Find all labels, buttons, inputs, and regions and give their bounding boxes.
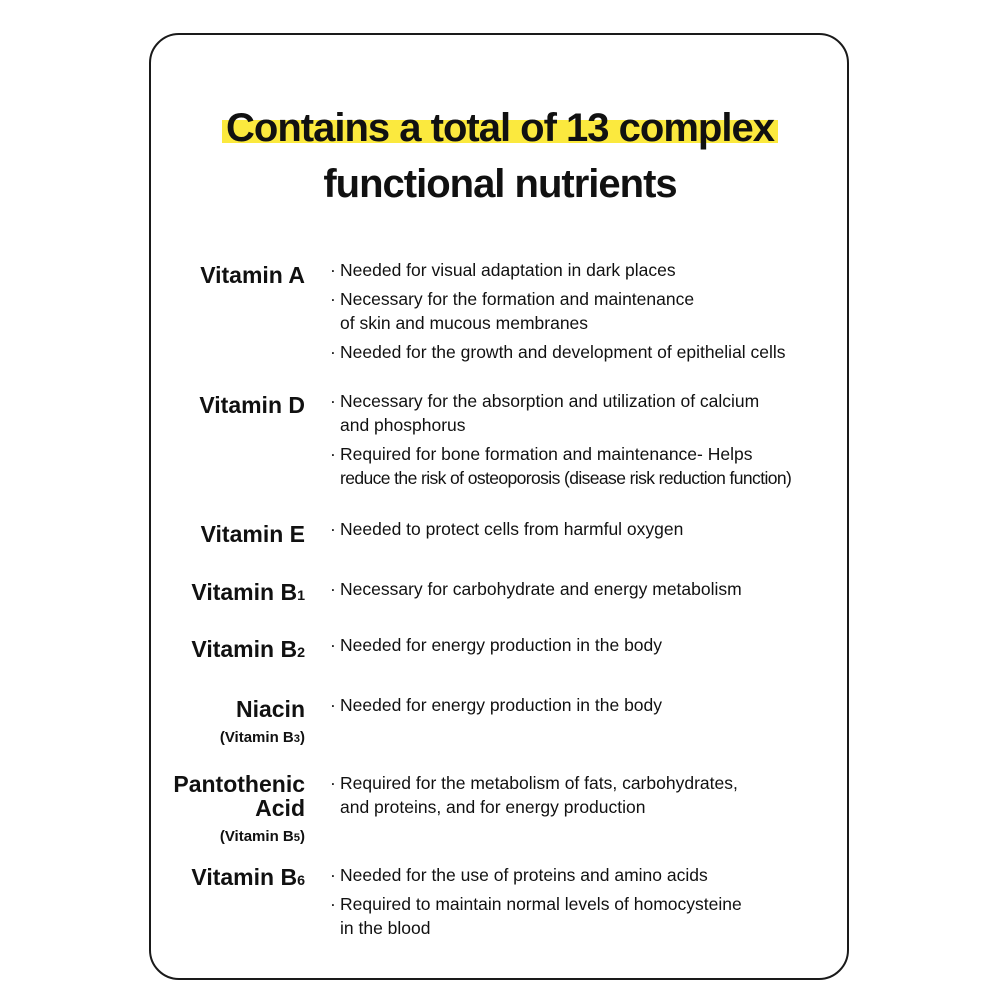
- nutrient-label-vitamin-e: Vitamin E: [200, 521, 305, 547]
- nutrient-desc-vitamin-b6: [330, 863, 850, 945]
- nutrient-label-pantothenic-acid: Pantothenic Acid (Vitamin B5): [173, 772, 305, 849]
- list-item: · Needed to protect cells from harmful oxygen: [330, 517, 850, 541]
- nutrient-label-vitamin-d: Vitamin D: [199, 392, 305, 418]
- list-item: · Needed for the use of proteins and amino acids: [330, 863, 850, 887]
- nutrient-desc-pantothenic-acid: [330, 771, 850, 824]
- list-item: · Necessary for carbohydrate and energy metabolism: [330, 577, 850, 601]
- nutrient-label-vitamin-b1: Vitamin B1: [191, 579, 305, 605]
- nutrient-label-vitamin-b6: Vitamin B6: [191, 864, 305, 890]
- nutrient-label-vitamin-a: Vitamin A: [200, 262, 305, 288]
- nutrient-desc-vitamin-d: [330, 389, 850, 495]
- nutrient-desc-vitamin-e: [330, 517, 850, 546]
- list-item: · Required for bone formation and maintenance- Helps reduce the risk of osteoporosis (disease risk reduction function): [330, 442, 850, 490]
- list-item: · Needed for energy production in the body: [330, 633, 850, 657]
- nutrient-note: (Vitamin B3): [219, 729, 305, 746]
- page-title-line2: functional nutrients: [323, 162, 677, 206]
- list-item: · Required for the metabolism of fats, carbohydrates, and proteins, and for energy production: [330, 771, 850, 819]
- nutrient-desc-vitamin-a: [330, 258, 850, 369]
- nutrient-label-niacin: Niacin (Vitamin B3): [220, 697, 305, 750]
- nutrient-desc-vitamin-b1: [330, 577, 850, 606]
- list-item: · Needed for energy production in the body: [330, 693, 850, 717]
- list-item: · Needed for visual adaptation in dark places: [330, 258, 850, 282]
- nutrient-desc-vitamin-b2: [330, 633, 850, 662]
- list-item: · Necessary for the formation and maintenance of skin and mucous membranes: [330, 287, 850, 335]
- title-highlight: Contains a total of 13 complex: [222, 106, 778, 150]
- list-item: · Needed for the growth and development of epithelial cells: [330, 340, 850, 364]
- nutrient-label-vitamin-b2: Vitamin B2: [191, 636, 305, 662]
- page-title-line1: [0, 100, 1000, 156]
- list-item: · Required to maintain normal levels of homocysteine in the blood: [330, 892, 850, 940]
- nutrient-desc-niacin: [330, 693, 850, 722]
- list-item: · Necessary for the absorption and utilization of calcium and phosphorus: [330, 389, 850, 437]
- nutrient-note: (Vitamin B5): [219, 828, 305, 845]
